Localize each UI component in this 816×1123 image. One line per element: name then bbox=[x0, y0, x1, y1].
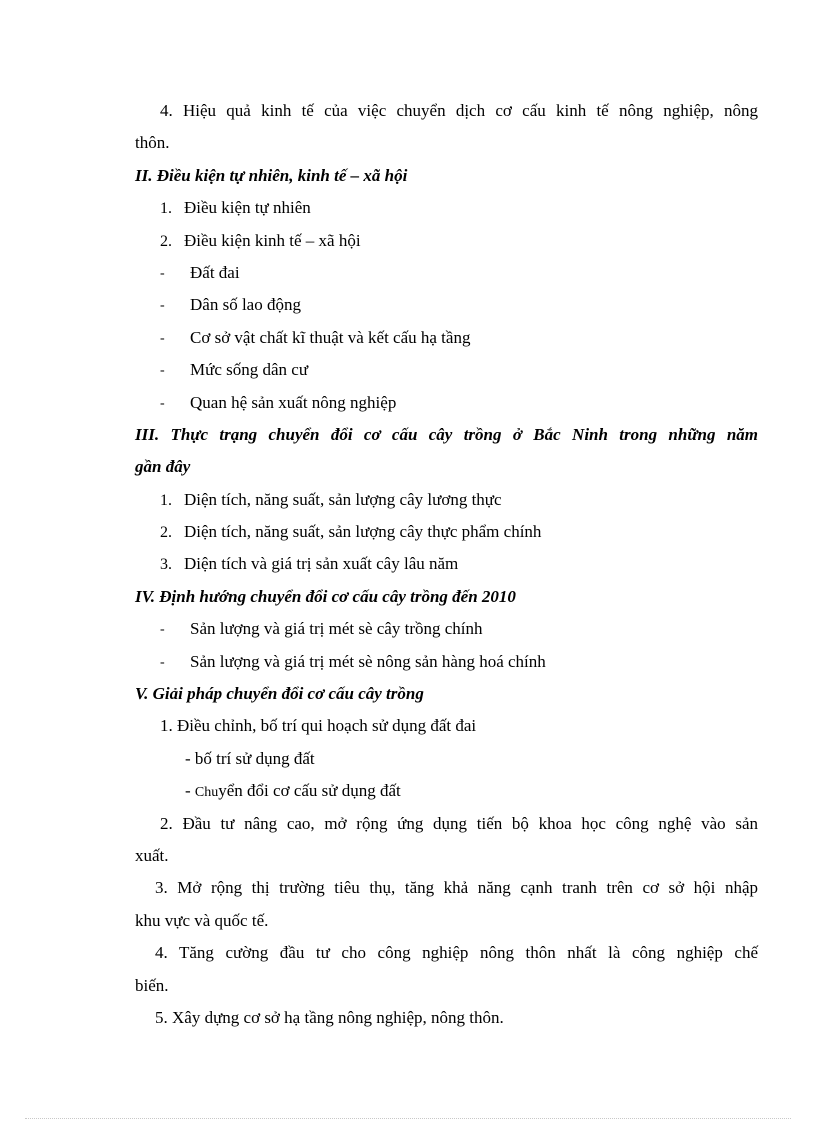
bullet-text: Cơ sở vật chất kĩ thuật và kết cấu hạ tầng bbox=[190, 327, 471, 347]
page-bottom-rule bbox=[25, 1118, 791, 1119]
bullet-text: Mức sống dân cư bbox=[190, 360, 309, 380]
bullet-item bbox=[135, 646, 758, 678]
heading-section-2: II. Điều kiện tự nhiên, kinh tế – xã hội bbox=[135, 165, 408, 185]
paragraph-4-line-1: 4. Hiệu quả kinh tế của việc chuyển dịch cơ cấu kinh tế nông nghiệp, nông bbox=[160, 101, 758, 120]
dash-bullet: - bbox=[160, 622, 165, 638]
heading-section-5: V. Giải pháp chuyển đổi cơ cấu cây trồng bbox=[135, 684, 424, 704]
bullet-item bbox=[135, 257, 758, 289]
bullet-item bbox=[135, 289, 758, 321]
bullet-text: Sản lượng và giá trị mét sè cây trồng chính bbox=[190, 619, 483, 639]
dash-bullet: - bbox=[185, 781, 191, 801]
bullet-text: Sản lượng và giá trị mét sè nông sản hàng hoá chính bbox=[190, 651, 546, 671]
document-body bbox=[135, 95, 758, 1034]
solution-3-line-1: 3. Mở rộng thị trường tiêu thụ, tăng khả năng cạnh tranh trên cơ sở hội nhập bbox=[155, 878, 758, 898]
list-number: 1. bbox=[160, 200, 172, 218]
list-number: 1. bbox=[160, 491, 172, 509]
solution-4-line-1: 4. Tăng cường đầu tư cho công nghiệp nông thôn nhất là công nghiệp chế bbox=[155, 943, 758, 963]
list-item-text: Điều kiện kinh tế – xã hội bbox=[184, 230, 361, 250]
dash-bullet: - bbox=[160, 363, 165, 379]
solution-2-line-1: 2. Đầu tư nâng cao, mở rộng ứng dụng tiến bộ khoa học công nghệ vào sản bbox=[160, 813, 758, 833]
list-number: 2. bbox=[160, 232, 172, 250]
list-number: 2. bbox=[160, 524, 172, 542]
solution-1-sub-b bbox=[135, 775, 758, 807]
paragraph-4-line-2: thôn. bbox=[135, 133, 170, 153]
list-item bbox=[135, 192, 758, 224]
list-item-text: Điều kiện tự nhiên bbox=[184, 198, 311, 218]
bullet-text: Quan hệ sản xuất nông nghiệp bbox=[190, 392, 397, 412]
list-item bbox=[135, 548, 758, 580]
list-item bbox=[135, 484, 758, 516]
bullet-item bbox=[135, 322, 758, 354]
list-item-text: Diện tích, năng suất, sản lượng cây thực phẩm chính bbox=[184, 522, 542, 542]
solution-2-line-2: xuất. bbox=[135, 845, 169, 865]
solution-5: 5. Xây dựng cơ sở hạ tầng nông nghiệp, nông thôn. bbox=[155, 1007, 504, 1027]
bullet-item bbox=[135, 387, 758, 419]
heading-section-3-line-1: III. Thực trạng chuyển đổi cơ cấu cây trồng ở Bắc Ninh trong những năm bbox=[135, 424, 758, 444]
list-item-text: Diện tích, năng suất, sản lượng cây lương thực bbox=[184, 489, 502, 509]
dash-bullet: - bbox=[160, 330, 165, 346]
bullet-item bbox=[135, 354, 758, 386]
heading-section-3-line-2: gần đây bbox=[135, 457, 191, 477]
dash-bullet: - bbox=[160, 654, 165, 670]
list-number: 3. bbox=[160, 556, 172, 574]
bullet-text: Đất đai bbox=[190, 262, 240, 282]
solution-1-sub-a: - bố trí sử dụng đất bbox=[185, 748, 315, 768]
heading-section-4: IV. Định hướng chuyển đổi cơ cấu cây trồng đến 2010 bbox=[135, 586, 516, 606]
dash-bullet: - bbox=[160, 265, 165, 281]
list-item-text: Diện tích và giá trị sản xuất cây lâu năm bbox=[184, 554, 459, 574]
bullet-text: Dân số lao động bbox=[190, 295, 301, 315]
dash-bullet: - bbox=[160, 298, 165, 314]
solution-3-line-2: khu vực và quốc tế. bbox=[135, 910, 269, 930]
dash-bullet: - bbox=[160, 395, 165, 411]
sub-text-small: Chu bbox=[194, 785, 219, 801]
solution-4-line-2: biến. bbox=[135, 975, 169, 995]
solution-1: 1. Điều chỉnh, bố trí qui hoạch sử dụng đất đai bbox=[160, 716, 477, 736]
list-item bbox=[135, 225, 758, 257]
bullet-item bbox=[135, 613, 758, 645]
list-item bbox=[135, 516, 758, 548]
sub-text: yển đổi cơ cấu sử dụng đất bbox=[218, 781, 401, 801]
